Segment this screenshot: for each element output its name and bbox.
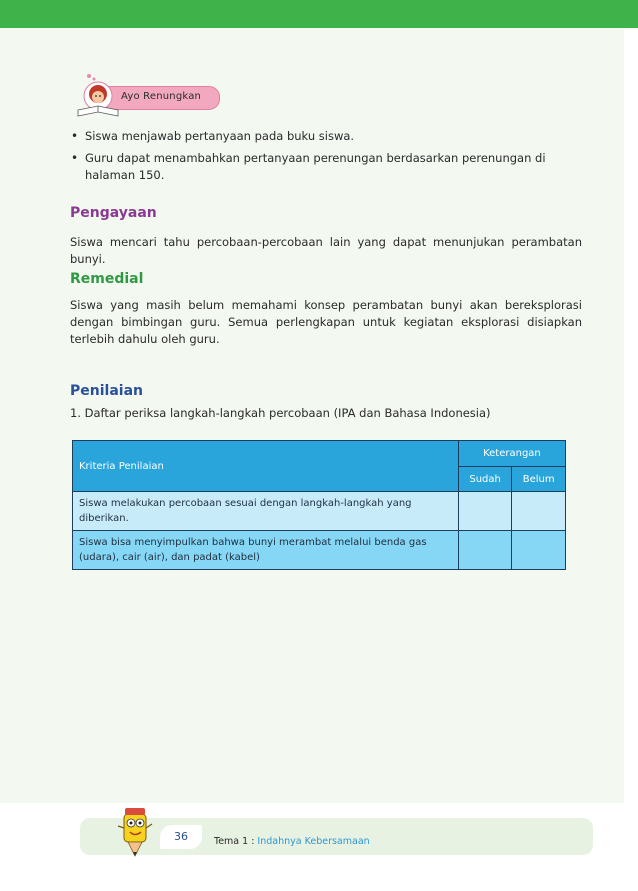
reflection-label	[72, 72, 222, 124]
header-belum: Belum	[512, 467, 566, 492]
penilaian-heading: Penilaian	[70, 383, 143, 399]
bullet-item: • Siswa menjawab pertanyaan pada buku siswa.	[70, 128, 580, 145]
checkbox-cell-sudah[interactable]	[458, 531, 512, 570]
checkbox-cell-belum[interactable]	[512, 492, 566, 531]
header-keterangan: Keterangan	[458, 441, 565, 467]
remedial-heading: Remedial	[70, 271, 144, 287]
page-number: 36	[160, 825, 202, 849]
assessment-table	[72, 440, 566, 570]
table-row-criterion: Siswa bisa menyimpulkan bahwa bunyi merambat melalui benda gas (udara), cair (air), dan padat (kabel)	[73, 531, 459, 570]
theme-label: Tema 1 :	[214, 836, 258, 847]
theme-title: Indahnya Kebersamaan	[257, 836, 370, 847]
girl-reading-icon	[72, 72, 132, 124]
reflection-bullet-list	[70, 128, 580, 189]
penilaian-item: 1. Daftar periksa langkah-langkah percobaan (IPA dan Bahasa Indonesia)	[70, 406, 491, 420]
table-row-criterion: Siswa melakukan percobaan sesuai dengan langkah-langkah yang diberikan.	[73, 492, 459, 531]
pengayaan-text: Siswa mencari tahu percobaan-percobaan lain yang dapat menunjukan perambatan bunyi.	[70, 235, 582, 266]
checkbox-cell-belum[interactable]	[512, 531, 566, 570]
pencil-mascot-icon	[112, 802, 158, 860]
page-edge-strip	[624, 28, 638, 803]
header-sudah: Sudah	[458, 467, 512, 492]
header-kriteria: Kriteria Penilaian	[73, 441, 459, 492]
header-color-bar	[0, 0, 638, 28]
remedial-text: Siswa yang masih belum memahami konsep perambatan bunyi akan bereksplorasi dengan bimbingan guru. Semua perlengkapan untuk kegiatan eksplorasi disiapkan terlebih dahulu oleh guru.	[70, 298, 582, 346]
reflection-label-text: Ayo Renungkan	[121, 91, 202, 102]
theme-caption	[214, 836, 370, 847]
bullet-item: • Guru dapat menambahkan pertanyaan perenungan berdasarkan perenungan di halaman 150.	[70, 150, 580, 184]
pengayaan-heading: Pengayaan	[70, 205, 157, 221]
checkbox-cell-sudah[interactable]	[458, 492, 512, 531]
